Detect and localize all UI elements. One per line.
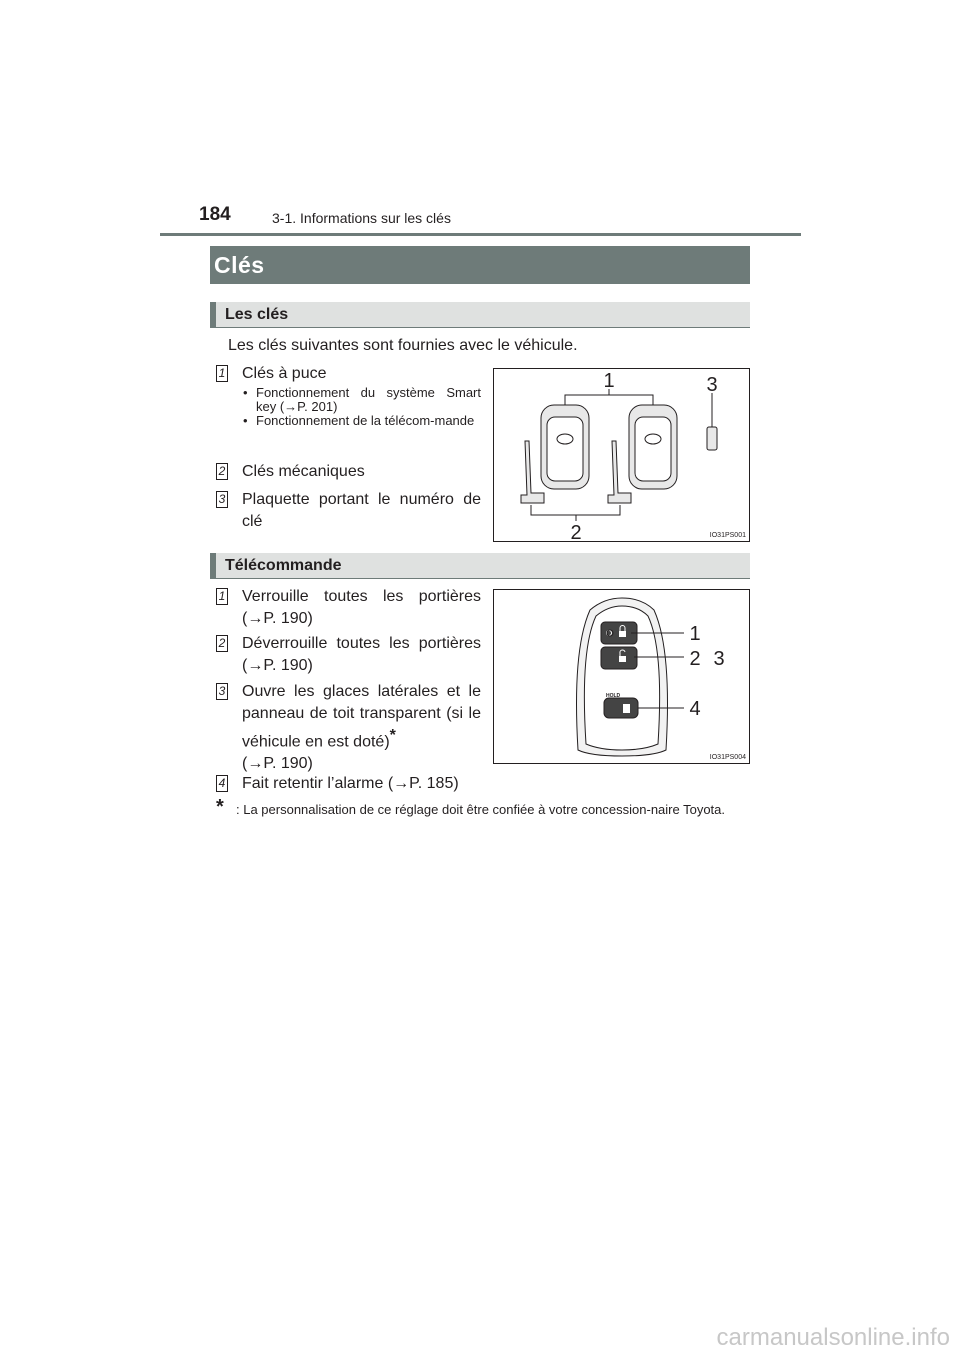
callout-4: 4: [689, 698, 701, 720]
footnote: [216, 796, 750, 819]
item-text: Fait retentir l’alarme (→P. 185): [242, 775, 459, 792]
remote-item-3: [216, 681, 481, 775]
item-number: 2: [216, 635, 228, 652]
footnote-mark: *: [389, 727, 396, 744]
item-text: Clés à puce: [242, 365, 327, 382]
item-bullets: [242, 386, 481, 428]
item-number: 1: [216, 588, 228, 605]
item-number: 3: [216, 491, 228, 508]
item-number: 4: [216, 775, 228, 792]
footnote-star: *: [216, 796, 224, 818]
page-title: Clés: [214, 252, 265, 278]
key-item-1: [216, 363, 481, 428]
breadcrumb: 3-1. Informations sur les clés: [272, 210, 451, 226]
key-item-2: [216, 461, 481, 483]
item-number: 1: [216, 365, 228, 382]
item-ref: (→P. 190): [242, 755, 313, 773]
callout-1: 1: [689, 623, 701, 645]
page-number: 184: [199, 204, 231, 225]
intro-text: Les clés suivantes sont fournies avec le véhicule.: [228, 337, 578, 354]
callout-3: 3: [713, 648, 725, 670]
keys-illustration: [494, 369, 749, 541]
item-number: 2: [216, 463, 228, 480]
remote-item-2: [216, 633, 481, 677]
watermark: carmanualsonline.info: [716, 1324, 950, 1351]
item-text-wrapper: [242, 681, 481, 753]
callout-1: 1: [603, 370, 615, 392]
item-text: Déverrouille toutes les portières (→P. 190): [242, 635, 481, 674]
keys-figure: [493, 368, 750, 542]
remote-item-4: [216, 773, 481, 795]
header-rule: [160, 233, 801, 236]
item-number: 3: [216, 683, 228, 700]
item-text: Clés mécaniques: [242, 463, 365, 480]
section-heading-label: Les clés: [225, 306, 289, 323]
page-title-bar: [210, 246, 750, 284]
callout-2: 2: [689, 648, 701, 670]
callout-3: 3: [706, 374, 718, 396]
figure-code: IO31PS001: [709, 532, 746, 539]
section-heading-les-cles: [210, 302, 750, 328]
bullet: • Fonctionnement du système Smart key (→P. 201): [242, 386, 481, 414]
hold-label: HOLD: [606, 693, 621, 699]
callout-2: 2: [570, 522, 582, 541]
figure-code: IO31PS004: [709, 754, 746, 761]
item-text: Verrouille toutes les portières (→P. 190): [242, 588, 481, 627]
item-text: Plaquette portant le numéro de clé: [242, 491, 481, 530]
footnote-text: : La personnalisation de ce réglage doit être confiée à votre concession-naire Toyota.: [236, 802, 726, 817]
key-item-3: [216, 489, 481, 533]
section-heading-telecommande: [210, 553, 750, 579]
remote-illustration: [494, 590, 749, 763]
section-heading-label: Télécommande: [225, 557, 342, 574]
remote-item-1: [216, 586, 481, 630]
bullet: • Fonctionnement de la télécom-mande: [242, 414, 481, 428]
remote-figure: [493, 589, 750, 764]
item-text: Ouvre les glaces latérales et le panneau de toit transparent (si le véhicule en est doté): [242, 683, 481, 751]
